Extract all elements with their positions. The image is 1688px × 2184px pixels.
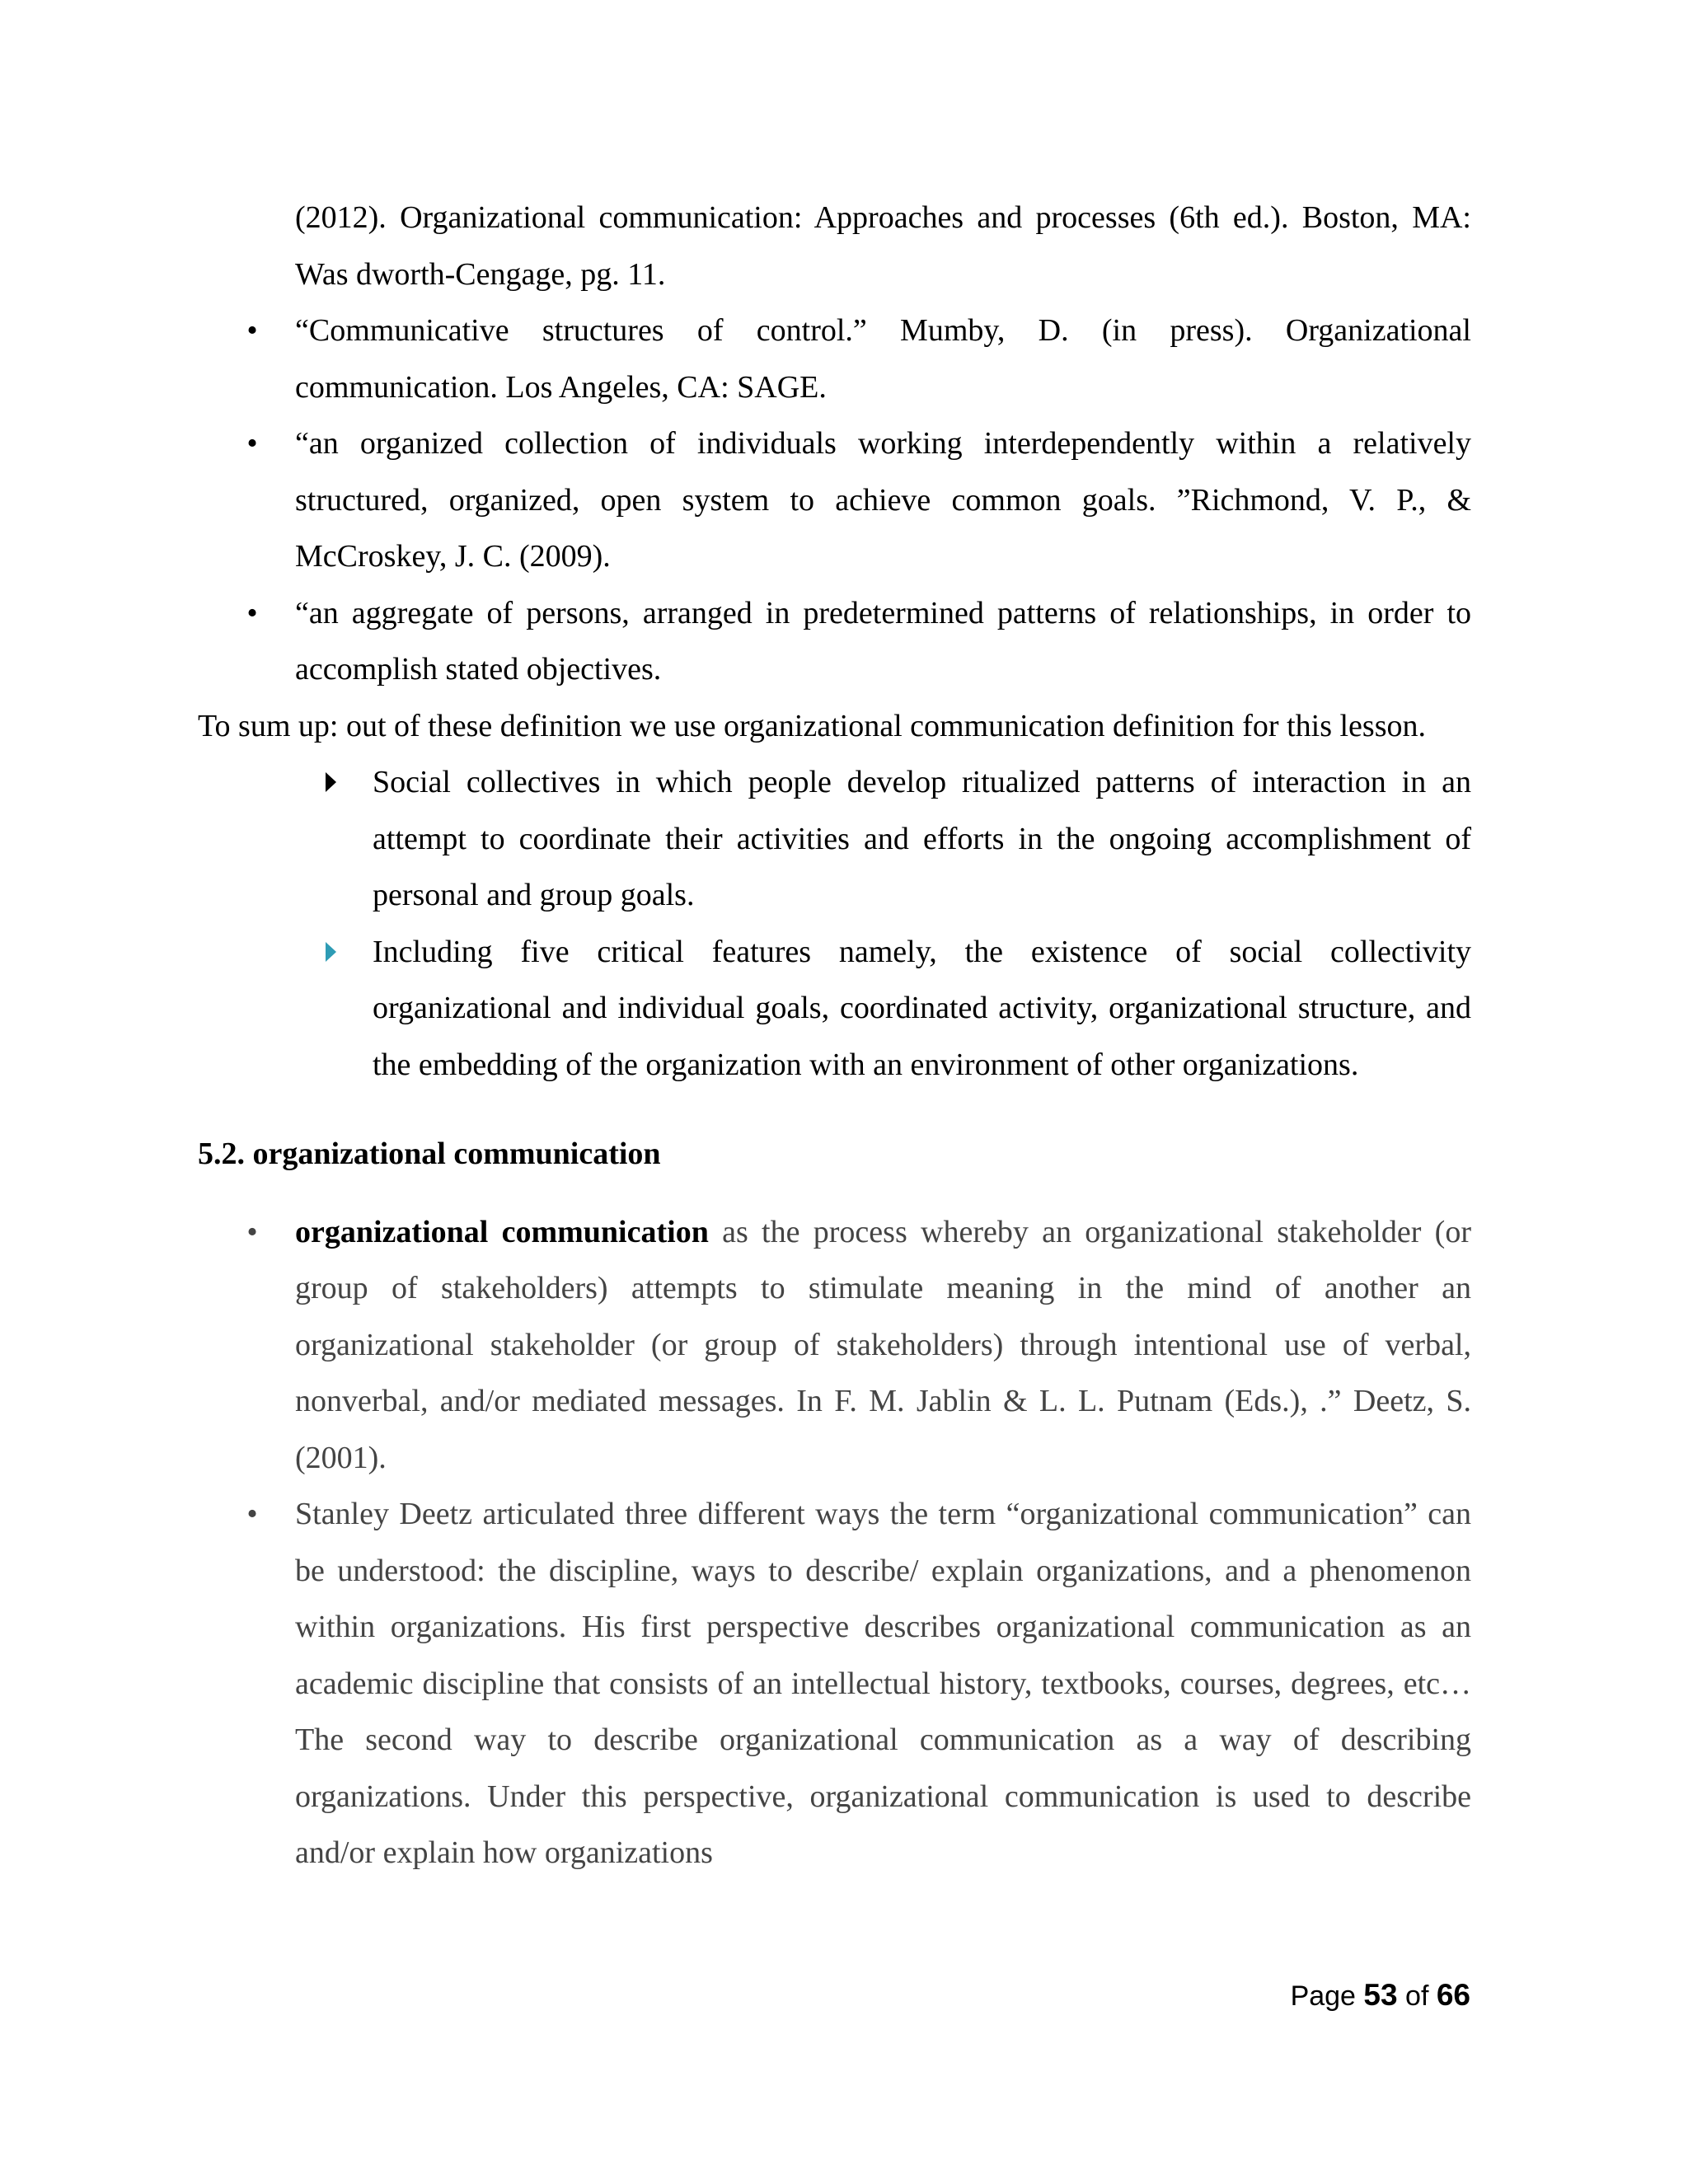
section-list-item [198, 1486, 1471, 1882]
summary-point-text: Including five critical features namely, the existence of social collectivity organizational and individual goals, coordinated activity, organizational structure, and the embedding of the organization with an environment of other organizations. [373, 934, 1471, 1082]
bullet-icon: • [246, 1497, 258, 1531]
definition-text: “an organized collection of individuals working interdependently within a relatively structured, organized, open system to achieve common goals. ”Richmond, V. P., & McCroskey, J. C. (2009). [295, 426, 1471, 574]
reference-continuation: (2012). Organizational communication: Approaches and processes (6th ed.). Boston, MA: Was dworth-Cengage, pg. 11. [295, 200, 1471, 292]
section-list-item [198, 1204, 1471, 1487]
definition-item [198, 415, 1471, 585]
definition-text: “Communicative structures of control.” Mumby, D. (in press). Organizational communication. Los Angeles, CA: SAGE. [295, 313, 1471, 405]
page-number: 53 [1363, 1978, 1398, 2012]
definition-item [198, 585, 1471, 698]
bullet-icon: • [246, 313, 258, 348]
arrow-right-icon [326, 772, 336, 792]
page-footer [1291, 1978, 1470, 2013]
bullet-icon: • [246, 595, 258, 630]
section-item-text: Stanley Deetz articulated three different ways the term “organizational communication” can be understood: the discipline, ways to describe/ explain organizations, and a phenomenon within organizations. His first perspective describes organizational communication as an academic discipline that consists of an intellectual history, textbooks, courses, degrees, etc… The second way to describe organizational communication as a way of describing organizations. Under this perspective, organizational communication is used to describe and/or explain how organizations [295, 1497, 1471, 1870]
summary-point [198, 924, 1471, 1094]
of-label: of [1405, 1980, 1429, 2012]
summary-paragraph: To sum up: out of these definition we use organizational communication definition for this lesson. [198, 708, 1426, 743]
summary-point [198, 754, 1471, 924]
definition-item [198, 302, 1471, 415]
bullet-icon: • [246, 1214, 258, 1249]
total-pages: 66 [1436, 1978, 1470, 2012]
section-heading: 5.2. organizational communication [198, 1137, 661, 1171]
page-content [198, 190, 1471, 1882]
bullet-icon: • [246, 426, 258, 461]
definition-text: “an aggregate of persons, arranged in predetermined patterns of relationships, in order to accomplish stated objectives. [295, 595, 1471, 687]
section-item-text: as the process whereby an organizational stakeholder (or group of stakeholders) attempts to stimulate meaning in the mind of another an organizational stakeholder (or group of stakeholders) through intentional use of verbal, nonverbal, and/or mediated messages. In F. M. Jablin & L. L. Putnam (Eds.), .” Deetz, S. (2001). [295, 1214, 1471, 1475]
page-label: Page [1290, 1980, 1356, 2012]
summary-point-text: Social collectives in which people develop ritualized patterns of interaction in an attempt to coordinate their activities and efforts in the ongoing accomplishment of personal and group goals. [373, 765, 1471, 912]
arrow-right-icon [326, 942, 336, 962]
term-bold: organizational communication [295, 1214, 709, 1249]
